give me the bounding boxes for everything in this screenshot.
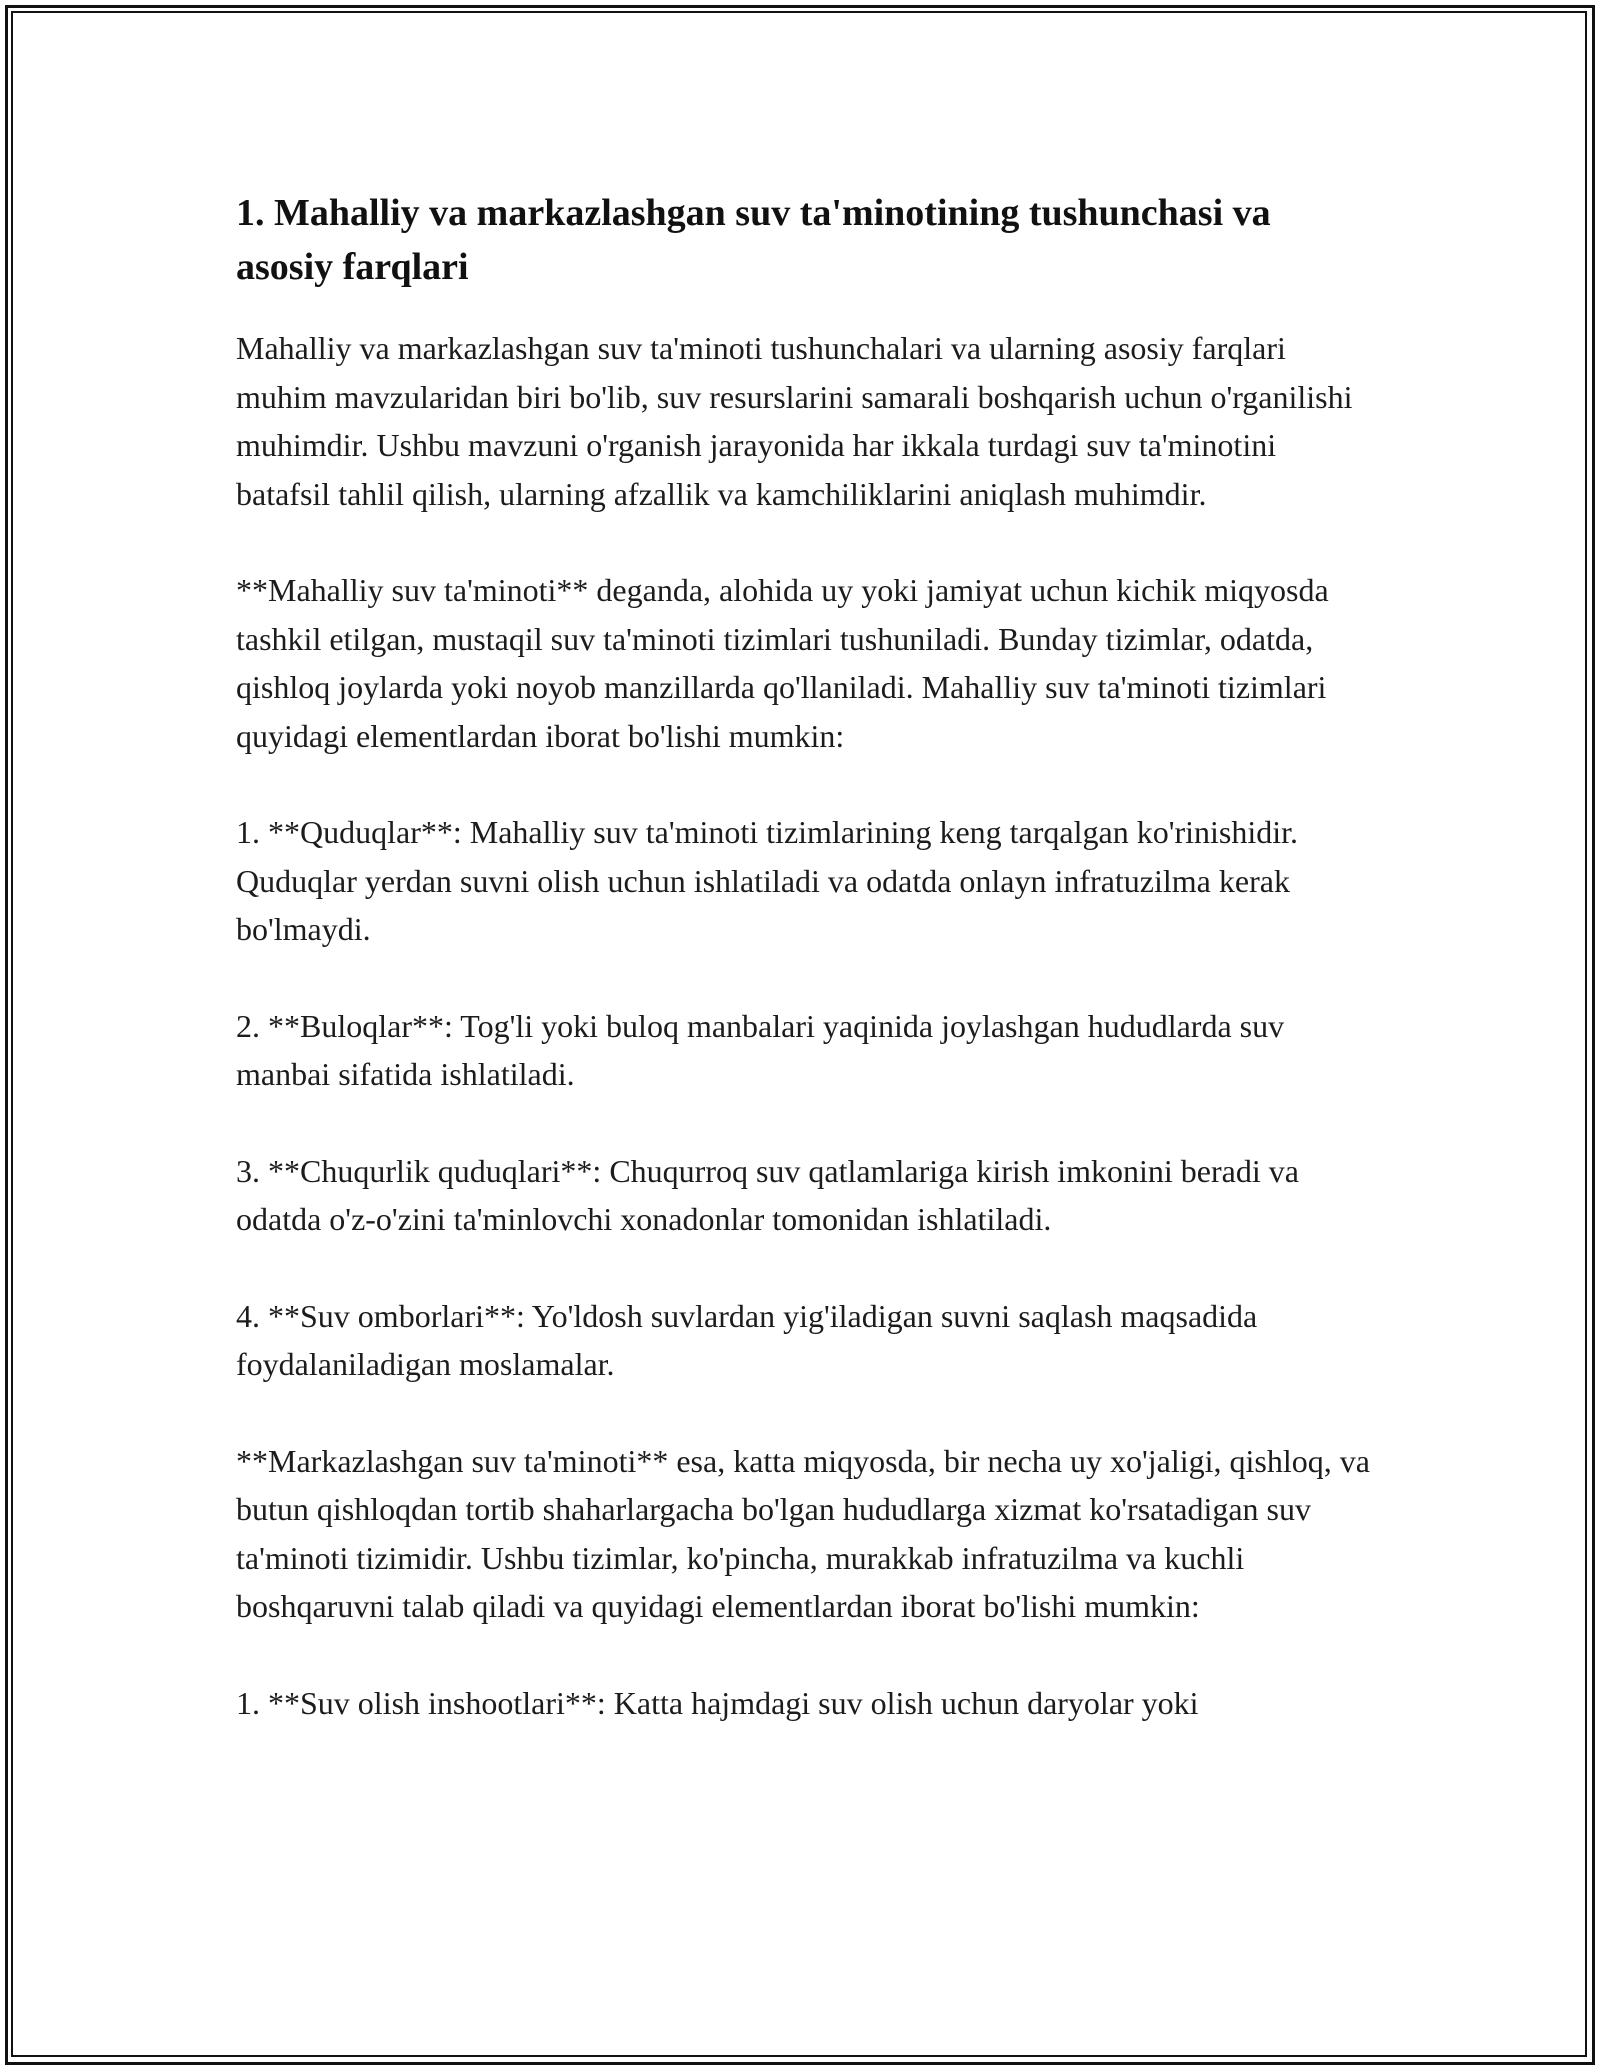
list-item-water-intake: 1. **Suv olish inshootlari**: Katta hajmdagi suv olish uchun daryolar yoki [236, 1684, 1199, 1721]
list-item-deep-wells: 3. **Chuqurlik quduqlari**: Chuqurroq suv qatlamlariga kirish imkonini beradi va odatda o'z-o'zini ta'minlovchi xonadonlar tomonidan ishlatiladi. [236, 1152, 1299, 1237]
local-supply-paragraph: **Mahalliy suv ta'minoti** deganda, alohida uy yoki jamiyat uchun kichik miqyosda tashkil etilgan, mustaqil suv ta'minoti tizimlari tushuniladi. Bunday tizimlar, odatda, qishloq joylarda yoki noyob manzillarda qo'llaniladi. Mahalliy suv ta'minoti tizimlari quyidagi elementlardan iborat bo'lishi mumkin: [236, 572, 1329, 754]
list-item-wells: 1. **Quduqlar**: Mahalliy suv ta'minoti tizimlarining keng tarqalgan ko'rinishidir. Quduqlar yerdan suvni olish uchun ishlatiladi va odatda onlayn infratuzilma kerak bo'lmaydi. [236, 814, 1299, 947]
centralized-supply-paragraph: **Markazlashgan suv ta'minoti** esa, katta miqyosda, bir necha uy xo'jaligi, qishloq, va butun qishloqdan tortib shaharlargacha bo'lgan hududlarga xizmat ko'rsatadigan suv ta'minoti tizimidir. Ushbu tizimlar, ko'pincha, murakkab infratuzilma va kuchli boshqaruvni talab qiladi va quyidagi elementlardan iborat bo'lishi mumkin: [236, 1442, 1370, 1624]
list-item-reservoirs: 4. **Suv omborlari**: Yo'ldosh suvlardan yig'iladigan suvni saqlash maqsadida foydalaniladigan moslamalar. [236, 1297, 1258, 1382]
intro-paragraph: Mahalliy va markazlashgan suv ta'minoti tushunchalari va ularning asosiy farqlari muhim mavzularidan biri bo'lib, suv resurslarini samarali boshqarish uchun o'rganilishi muhimdir. Ushbu mavzuni o'rganish jarayonida har ikkala turdagi suv ta'minotini batafsil tahlil qilish, ularning afzallik va kamchiliklarini aniqlash muhimdir. [236, 330, 1353, 512]
section-heading: 1. Mahalliy va markazlashgan suv ta'minotining tushunchasi va asosiy farqlari [236, 192, 1271, 288]
document-body [236, 186, 1376, 1775]
list-item-springs: 2. **Buloqlar**: Tog'li yoki buloq manbalari yaqinida joylashgan hududlarda suv manbai sifatida ishlatiladi. [236, 1007, 1285, 1092]
